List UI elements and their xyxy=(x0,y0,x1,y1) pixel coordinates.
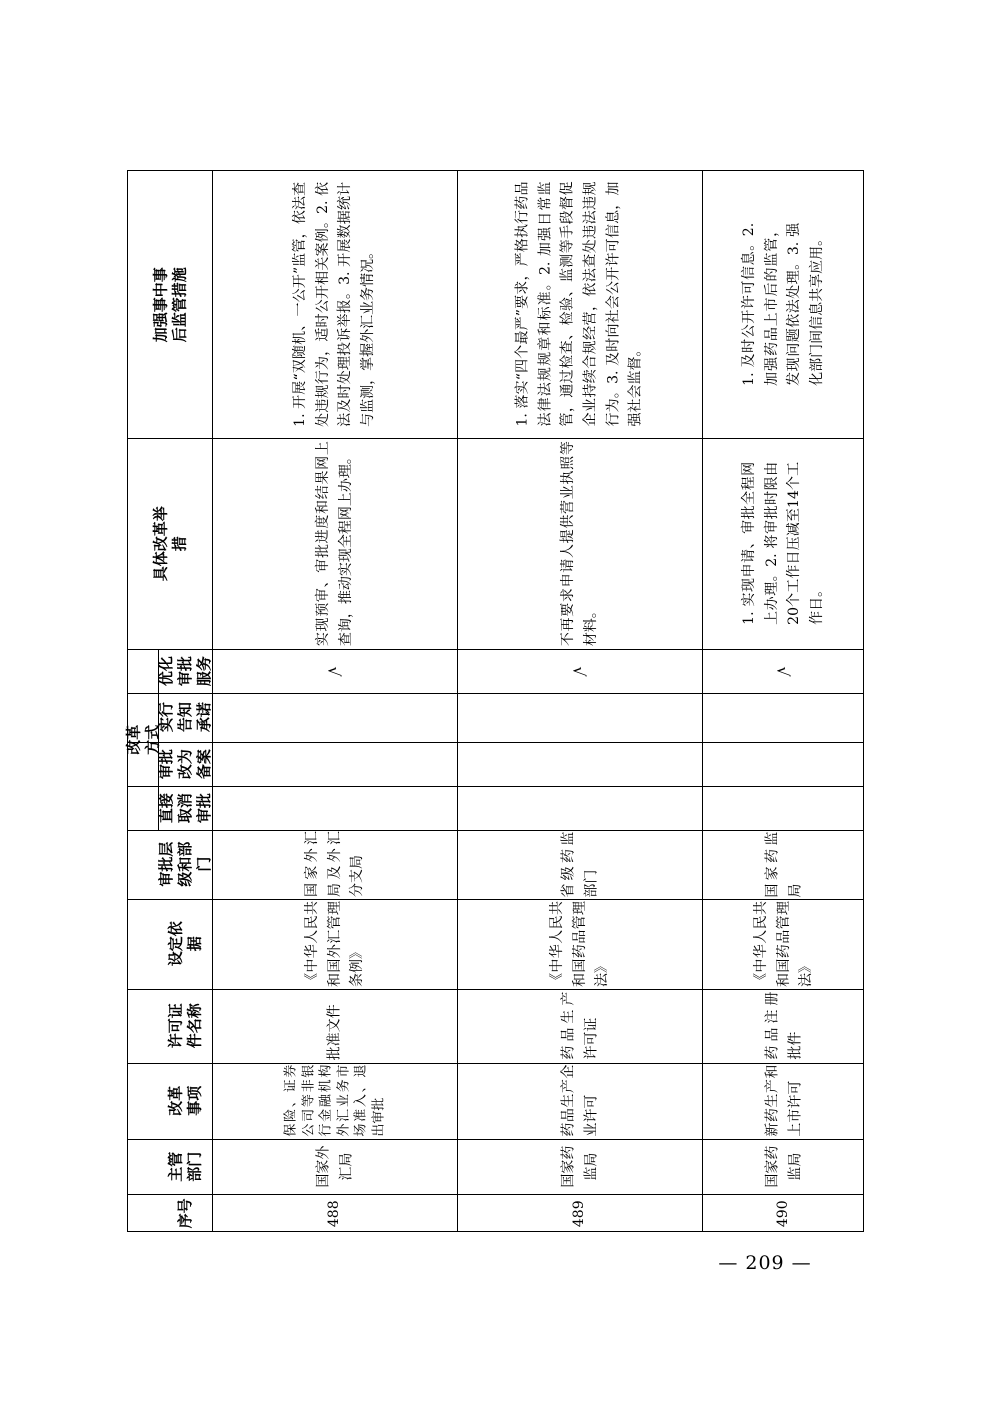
header-department: 主管部门 xyxy=(166,1151,203,1182)
row-basis: 《中华人民共和国外汇管理条例》 xyxy=(303,900,365,987)
row-item: 保险、证券公司等非银行金融机构外汇业务市场准入、退出审批 xyxy=(282,1065,386,1137)
row-department: 国家药监局 xyxy=(559,1145,599,1188)
row-serial: 490 xyxy=(774,1200,791,1227)
row-license: 批准文件 xyxy=(326,1003,343,1060)
header-license: 许可证件名称 xyxy=(166,1003,203,1049)
row-department: 国家外汇局 xyxy=(314,1145,354,1188)
header-serial: 序号 xyxy=(175,1198,194,1229)
row-supervision: 1. 落实“四个最严”要求，严格执行药品法律法规规章和标准。2. 加强日常监管，通过检查、检验、监测等手段督促企业持续合规经营，依法查处违法违规行为。3. 及时向社会公开许可信息，加强社会监督。 xyxy=(514,182,644,427)
reform-table xyxy=(124,170,864,1232)
header-item: 改革事项 xyxy=(166,1086,203,1117)
row-serial: 488 xyxy=(325,1200,342,1227)
row-item: 新药生产和上市许可 xyxy=(763,1065,803,1137)
row-item: 药品生产企业许可 xyxy=(559,1065,599,1137)
row-optimize-check: √ xyxy=(569,665,589,677)
row-measures: 实现预审、审批进度和结果网上查询，推动实现全程网上办理。 xyxy=(314,441,354,646)
header-measures: 具体改革举措 xyxy=(151,506,188,582)
row-level: 国家外汇局及外汇分支局 xyxy=(303,831,365,898)
page-number: — 209 — xyxy=(718,1252,812,1274)
header-record: 审批改为备案 xyxy=(156,749,213,780)
row-supervision: 1. 开展“双随机、一公开”监管，依法查处违规行为，适时公开相关案例。2. 依法及时处理投诉举报。3. 开展数据统计与监测，掌握外汇业务情况。 xyxy=(292,182,377,427)
row-measures: 不再要求申请人提供营业执照等材料。 xyxy=(559,441,599,646)
row-measures: 1. 实现申请、审批全程网上办理。2. 将审批时限由20个工作日压减至14个工作日。 xyxy=(741,462,826,625)
row-basis: 《中华人民共和国药品管理法》 xyxy=(548,900,610,987)
row-license: 药品生产许可证 xyxy=(559,992,599,1060)
header-level: 审批层级和部门 xyxy=(156,842,213,888)
header-basis: 设定依据 xyxy=(166,921,203,967)
row-basis: 《中华人民共和国药品管理法》 xyxy=(752,900,814,987)
header-optimize: 优化审批服务 xyxy=(156,656,213,687)
row-department: 国家药监局 xyxy=(763,1145,803,1188)
row-license: 药品注册批件 xyxy=(763,992,803,1060)
header-notify: 实行告知承诺 xyxy=(156,702,213,733)
row-serial: 489 xyxy=(570,1200,587,1227)
header-supervision: 加强事中事后监管措施 xyxy=(151,267,188,343)
row-level: 国家药监局 xyxy=(763,831,803,898)
row-level: 省级药监部门 xyxy=(559,831,599,898)
row-supervision: 1. 及时公开许可信息。2. 加强药品上市后的监管，发现问题依法处理。3. 强化部门间信息共享应用。 xyxy=(741,223,826,386)
row-optimize-check: √ xyxy=(324,665,344,677)
header-reform-mode: 改革方式 xyxy=(124,724,161,755)
row-optimize-check: √ xyxy=(773,665,793,677)
header-cancel: 直接取消审批 xyxy=(156,793,213,824)
